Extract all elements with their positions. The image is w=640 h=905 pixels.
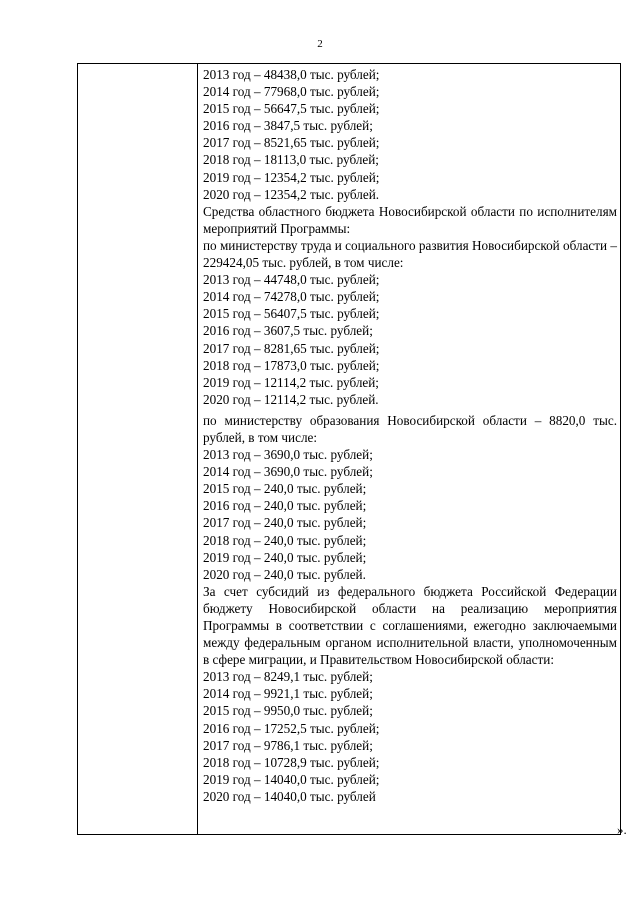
list-item: 2015 год – 56647,5 тыс. рублей; — [203, 101, 380, 117]
list-item: 2013 год – 3690,0 тыс. рублей; — [203, 447, 373, 463]
paragraph-labor-ministry: по министерству труда и социального развития Новосибирской области – 229424,05 тыс. рублей, в том числе: — [203, 237, 617, 271]
funding-list-federal-subsidies — [203, 668, 617, 805]
funding-list-labor-ministry — [203, 271, 617, 408]
paragraph-regional-budget: Средства областного бюджета Новосибирской области по исполнителям мероприятий Программы: — [203, 203, 617, 236]
list-item: 2013 год – 48438,0 тыс. рублей; — [203, 67, 380, 82]
paragraph-education-ministry: по министерству образования Новосибирской области – 8820,0 тыс. рублей, в том числе: — [203, 412, 617, 445]
list-item: 2016 год – 3607,5 тыс. рублей; — [203, 323, 373, 339]
list-item: 2015 год – 240,0 тыс. рублей; — [203, 481, 367, 497]
list-item: 2019 год – 12114,2 тыс. рублей; — [203, 374, 379, 390]
funding-table — [77, 63, 621, 835]
paragraph-federal-subsidies: За счет субсидий из федерального бюджета Российской Федерации бюджету Новосибирской области на реализацию мероприятия Программы в соответствии с соглашениями, ежегодно заключаемыми между федеральным органом исполнительной власти, уполномоченным в сфере миграции, и Правительством Новосибирской области: — [203, 583, 617, 668]
list-item: 2019 год – 14040,0 тыс. рублей; — [203, 771, 380, 787]
list-item: 2017 год – 9786,1 тыс. рублей; — [203, 737, 373, 753]
list-item: 2020 год – 12114,2 тыс. рублей. — [203, 391, 379, 407]
closing-quote: ». — [617, 822, 627, 837]
list-item: 2018 год – 17873,0 тыс. рублей; — [203, 357, 380, 373]
list-item: 2016 год – 17252,5 тыс. рублей; — [203, 720, 380, 736]
list-item: 2020 год – 12354,2 тыс. рублей. — [203, 186, 380, 202]
table-left-cell — [78, 64, 198, 834]
list-item: 2014 год – 74278,0 тыс. рублей; — [203, 289, 380, 305]
list-item: 2013 год – 44748,0 тыс. рублей; — [203, 272, 380, 288]
list-item: 2017 год – 8521,65 тыс. рублей; — [203, 135, 380, 151]
list-item: 2014 год – 77968,0 тыс. рублей; — [203, 84, 380, 100]
list-item: 2014 год – 3690,0 тыс. рублей; — [203, 464, 373, 480]
page-number: 2 — [317, 38, 323, 50]
list-item: 2017 год – 240,0 тыс. рублей; — [203, 515, 367, 531]
list-item: 2020 год – 240,0 тыс. рублей. — [203, 566, 366, 582]
funding-list-education-ministry — [203, 446, 617, 583]
list-item: 2015 год – 56407,5 тыс. рублей; — [203, 306, 380, 322]
list-item: 2018 год – 240,0 тыс. рублей; — [203, 532, 367, 548]
list-item: 2016 год – 240,0 тыс. рублей; — [203, 498, 367, 514]
list-item: 2019 год – 240,0 тыс. рублей; — [203, 549, 367, 565]
list-item: 2013 год – 8249,1 тыс. рублей; — [203, 669, 373, 685]
list-item: 2015 год – 9950,0 тыс. рублей; — [203, 703, 373, 719]
list-item: 2018 год – 10728,9 тыс. рублей; — [203, 754, 380, 770]
list-item: 2019 год – 12354,2 тыс. рублей; — [203, 169, 380, 185]
list-item: 2016 год – 3847,5 тыс. рублей; — [203, 118, 373, 134]
list-item: 2018 год – 18113,0 тыс. рублей; — [203, 152, 379, 168]
list-item: 2020 год – 14040,0 тыс. рублей — [203, 788, 376, 804]
list-item: 2014 год – 9921,1 тыс. рублей; — [203, 686, 373, 702]
table-right-cell — [203, 66, 617, 805]
list-item: 2017 год – 8281,65 тыс. рублей; — [203, 340, 380, 356]
funding-list-total — [203, 66, 617, 203]
